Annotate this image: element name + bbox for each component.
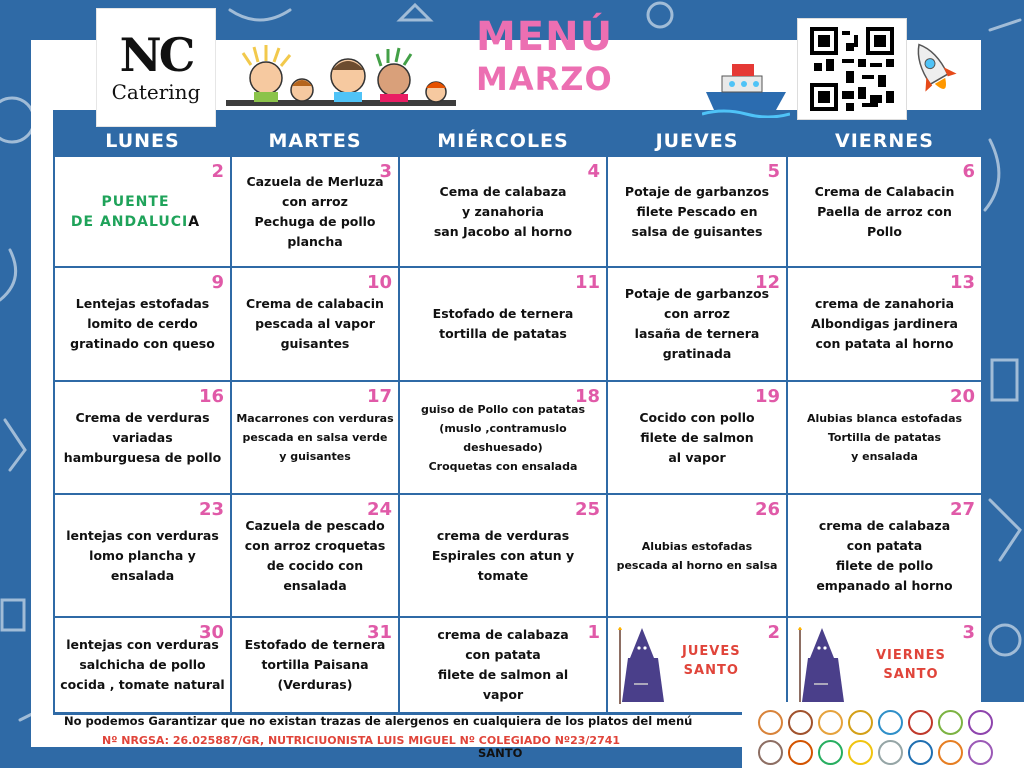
allergen-icon bbox=[818, 710, 843, 735]
dish-text: Potaje de garbanzos filete Pescado en salsa de guisantes bbox=[624, 183, 770, 239]
day-number: 9 bbox=[211, 272, 224, 293]
dish-text: crema de calabaza con patata filete de salmon al vapor bbox=[437, 627, 569, 702]
menu-cell bbox=[232, 382, 398, 493]
menu-cell bbox=[55, 157, 230, 266]
nc-catering-logo bbox=[96, 8, 216, 127]
title-menu: MENÚ bbox=[476, 14, 614, 60]
menu-cell bbox=[788, 618, 981, 702]
holiday-text: PUENTE DE ANDALUCI bbox=[70, 193, 189, 230]
allergen-icon bbox=[878, 710, 903, 735]
dish-text: Alubias estofadas pescada al horno en salsa bbox=[616, 539, 778, 572]
dish-text: crema de calabaza con patata filete de pollo empanado al horno bbox=[816, 517, 953, 593]
day-number: 16 bbox=[198, 386, 224, 407]
dish-text: lentejas con verduras salchicha de pollo cocida , tomate natural bbox=[60, 637, 225, 692]
day-number: 25 bbox=[574, 499, 600, 520]
day-number: 12 bbox=[754, 272, 780, 293]
rocket-icon bbox=[912, 38, 960, 110]
qr-code[interactable] bbox=[797, 18, 907, 120]
holiday-andalucia bbox=[55, 157, 230, 266]
day-number: 19 bbox=[754, 386, 780, 407]
day-number: 24 bbox=[366, 499, 392, 520]
dish-text: lentejas con verduras lomo plancha y ensalada bbox=[66, 527, 219, 583]
menu-cell bbox=[608, 495, 786, 616]
day-number: 11 bbox=[574, 272, 600, 293]
dish-text: Alubias blanca estofadas Tortilla de patatas y ensalada bbox=[806, 412, 963, 463]
allergen-icon bbox=[848, 710, 873, 735]
menu-cell bbox=[788, 268, 981, 380]
menu-cell bbox=[608, 382, 786, 493]
menu-cell bbox=[788, 382, 981, 493]
dish-text: Lentejas estofadas lomito de cerdo gratinado con queso bbox=[70, 296, 215, 351]
day-number: 10 bbox=[366, 272, 392, 293]
dish-text: Cazuela de Merluza con arroz Pechuga de pollo plancha bbox=[246, 173, 384, 249]
footer-santo: SANTO bbox=[478, 746, 523, 760]
allergen-icon bbox=[908, 710, 933, 735]
logo-catering-text: Catering bbox=[111, 80, 201, 104]
nazareno-icon bbox=[792, 624, 850, 702]
qr-code-icon bbox=[810, 27, 894, 111]
kids-illustration bbox=[226, 40, 456, 108]
menu-cell bbox=[232, 268, 398, 380]
menu-cell bbox=[788, 495, 981, 616]
dish-text: Potaje de garbanzos con arroz lasaña de ternera gratinada bbox=[624, 286, 770, 361]
day-number: 26 bbox=[754, 499, 780, 520]
menu-cell bbox=[55, 268, 230, 380]
day-number: 2 bbox=[767, 622, 780, 643]
day-number: 20 bbox=[949, 386, 975, 407]
menu-cell bbox=[400, 495, 606, 616]
menu-cell bbox=[232, 618, 398, 712]
allergen-icon bbox=[818, 740, 843, 765]
holiday-jueves-santo: JUEVES SANTO bbox=[682, 644, 741, 678]
allergen-icon bbox=[848, 740, 873, 765]
menu-cell bbox=[400, 268, 606, 380]
dish-text: crema de zanahoria Albondigas jardinera con patata al horno bbox=[811, 296, 958, 351]
dish-text: crema de verduras Espirales con atun y tomate bbox=[431, 527, 575, 583]
menu-cell bbox=[608, 157, 786, 266]
logo-nc-text: NC bbox=[119, 28, 193, 82]
menu-cell bbox=[400, 382, 606, 493]
allergen-icon bbox=[878, 740, 903, 765]
dish-text: Macarrones con verduras pescada en salsa verde y guisantes bbox=[236, 412, 394, 463]
dish-text: Cocido con pollo filete de salmon al vapor bbox=[639, 409, 755, 465]
menu-cell bbox=[232, 495, 398, 616]
menu-cell bbox=[400, 618, 606, 712]
day-number: 3 bbox=[962, 622, 975, 643]
day-number: 3 bbox=[379, 161, 392, 182]
allergen-icon bbox=[968, 740, 993, 765]
allergen-icon bbox=[788, 740, 813, 765]
boat-icon bbox=[702, 58, 790, 118]
allergen-icon bbox=[908, 740, 933, 765]
allergen-icon bbox=[968, 710, 993, 735]
day-header-miercoles: MIÉRCOLES bbox=[437, 130, 569, 152]
day-number: 5 bbox=[767, 161, 780, 182]
menu-cell bbox=[55, 495, 230, 616]
dish-text: Estofado de ternera tortilla de patatas bbox=[432, 306, 574, 341]
allergen-icon bbox=[938, 710, 963, 735]
allergen-disclaimer: No podemos Garantizar que no existan trazas de alergenos en cualquiera de los platos del menú bbox=[64, 714, 693, 728]
title-month: MARZO bbox=[476, 60, 613, 98]
day-header-lunes: LUNES bbox=[105, 130, 180, 152]
day-number: 31 bbox=[366, 622, 392, 643]
day-header-jueves: JUEVES bbox=[655, 130, 739, 152]
menu-cell bbox=[55, 382, 230, 493]
day-header-viernes: VIERNES bbox=[835, 130, 934, 152]
dish-text: Estofado de ternera tortilla Paisana (Verduras) bbox=[244, 637, 386, 692]
dish-text: guiso de Pollo con patatas (muslo ,contramuslo deshuesado) Croquetas con ensalada bbox=[420, 402, 586, 473]
dish-text: Crema de verduras variadas hamburguesa de pollo bbox=[63, 409, 222, 465]
menu-cell bbox=[400, 157, 606, 266]
menu-cell bbox=[232, 157, 398, 266]
allergen-icon bbox=[758, 740, 783, 765]
dish-text: Cazuela de pescado con arroz croquetas de cocido con ensalada bbox=[244, 517, 386, 593]
dish-text: Cema de calabaza y zanahoria san Jacobo al horno bbox=[433, 183, 573, 239]
menu-cell bbox=[608, 268, 786, 380]
menu-cell bbox=[788, 157, 981, 266]
day-number: 2 bbox=[211, 161, 224, 182]
dish-text: Crema de calabacin pescada al vapor guisantes bbox=[246, 296, 384, 351]
holiday-viernes-santo: VIERNES SANTO bbox=[876, 648, 946, 682]
allergen-icons bbox=[742, 702, 1024, 768]
dish-text: Crema de Calabacin Paella de arroz con Pollo bbox=[814, 183, 955, 239]
allergen-icon bbox=[758, 710, 783, 735]
day-number: 23 bbox=[198, 499, 224, 520]
registration-info: Nº NRGSA: 26.025887/GR, NUTRICIUONISTA LUIS MIGUEL Nº COLEGIADO Nº23/2741 bbox=[102, 734, 621, 747]
menu-cell bbox=[608, 618, 786, 712]
day-number: 17 bbox=[366, 386, 392, 407]
allergen-icon bbox=[938, 740, 963, 765]
day-number: 18 bbox=[574, 386, 600, 407]
day-number: 13 bbox=[949, 272, 975, 293]
nazareno-icon bbox=[612, 624, 670, 708]
day-header-martes: MARTES bbox=[268, 130, 362, 152]
day-number: 30 bbox=[198, 622, 224, 643]
day-number: 27 bbox=[949, 499, 975, 520]
holiday-text-tail: A bbox=[188, 213, 201, 230]
day-number: 6 bbox=[962, 161, 975, 182]
allergen-icon bbox=[788, 710, 813, 735]
menu-cell bbox=[55, 618, 230, 712]
day-number: 1 bbox=[587, 622, 600, 643]
day-number: 4 bbox=[587, 161, 600, 182]
